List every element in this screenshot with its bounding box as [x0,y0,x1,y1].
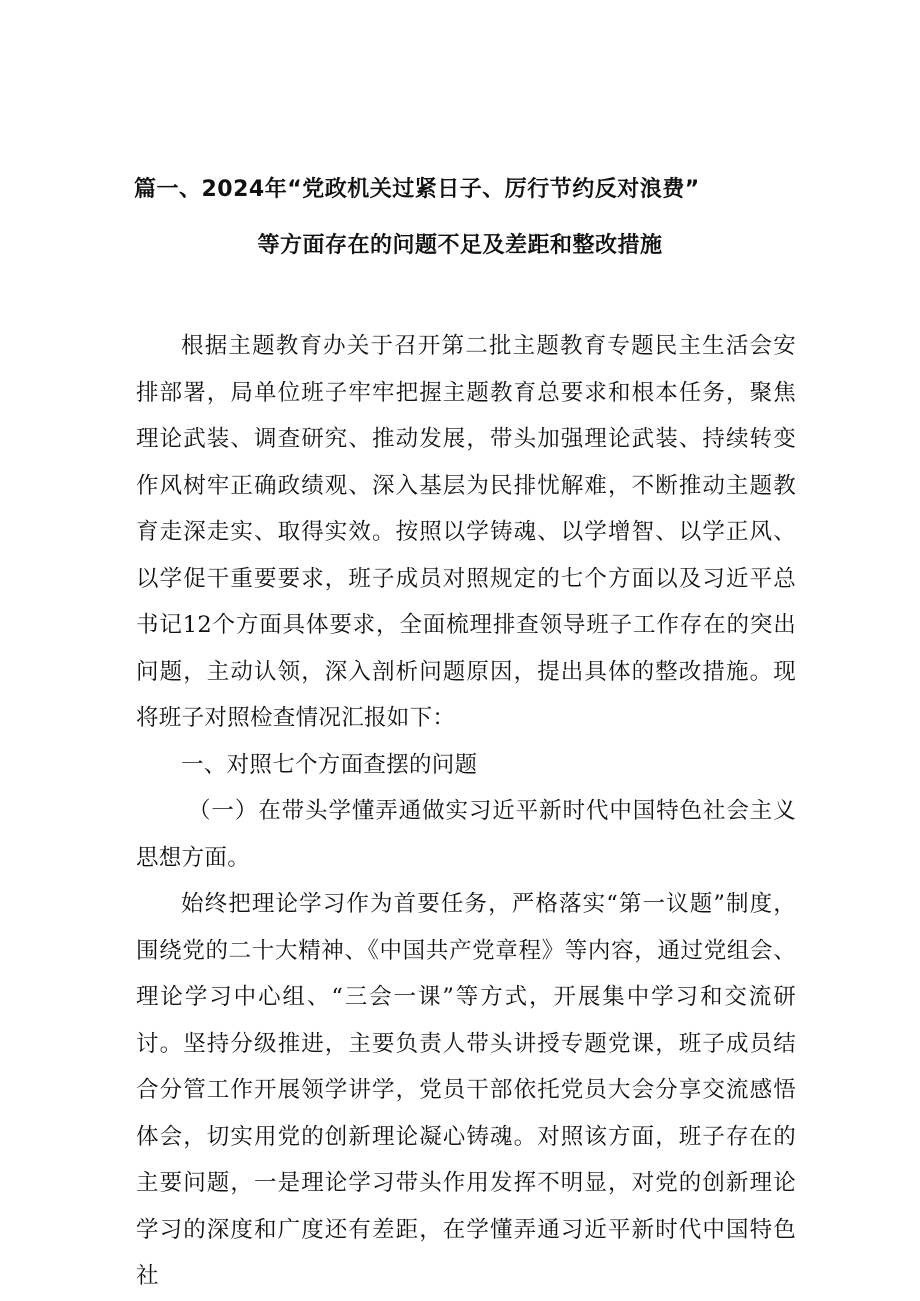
document-title-line-1: 篇一、2024年“党政机关过紧日子、厉行节约反对浪费” [134,177,700,202]
intro-paragraph: 根据主题教育办关于召开第二批主题教育专题民主生活会安排部署，局单位班子牢牢把握主题教育总要求和根本任务，聚焦理论武装、调查研究、推动发展，带头加强理论武装、持续转变作风树牢正确政绩观、深入基层为民排忧解难，不断推动主题教育走深走实、取得实效。按照以学铸魂、以学增智、以学正风、以学促干重要要求，班子成员对照规定的七个方面以及习近平总书记12个方面具体要求，全面梳理排查领导班子工作存在的突出问题，主动认领，深入剖析问题原因，提出具体的整改措施。现将班子对照检查情况汇报如下： [136,333,796,731]
document-title-line-2: 等方面存在的问题不足及差距和整改措施 [257,233,663,258]
subsection-heading: （一）在带头学懂弄通做实习近平新时代中国特色社会主义思想方面。 [136,798,796,871]
section-heading: 一、对照七个方面查摆的问题 [181,751,478,778]
body-paragraph: 始终把理论学习作为首要任务，严格落实“第一议题”制度，围绕党的二十大精神、《中国共产党章程》等内容，通过党组会、理论学习中心组、“三会一课”等方式，开展集中学习和交流研讨。坚持分级推进，主要负责人带头讲授专题党课，班子成员结合分管工作开展领学讲学，党员干部依托党员大会分享交流感悟体会，切实用党的创新理论凝心铸魂。对照该方面，班子存在的主要问题，一是理论学习带头作用发挥不明显，对党的创新理论学习的深度和广度还有差距，在学懂弄通习近平新时代中国特色社 [136,891,796,1289]
document-body [136,323,796,1300]
